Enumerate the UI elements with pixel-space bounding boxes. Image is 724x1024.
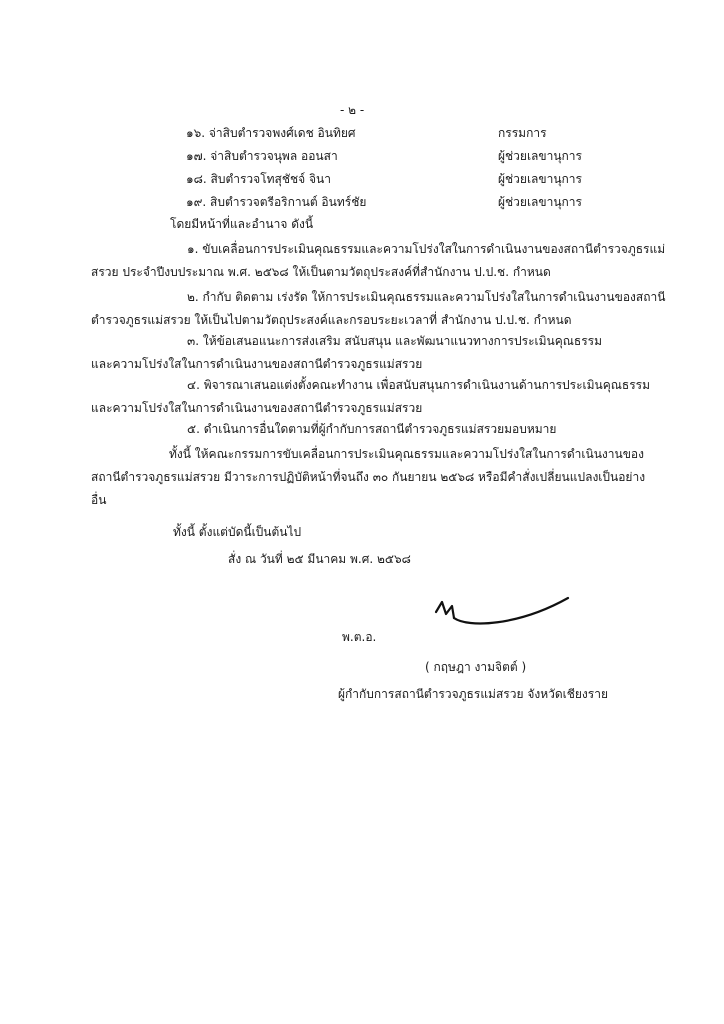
member-role: ผู้ช่วยเลขานุการ: [498, 172, 582, 186]
duty-paragraph: [91, 330, 669, 376]
mandate-paragraph: [91, 443, 669, 512]
duties-heading: โดยมีหน้าที่และอำนาจ ดังนี้: [170, 217, 314, 231]
signer-title: ผู้กำกับการสถานีตำรวจภูธรแม่สรวย จังหวัดเชียงราย: [338, 687, 609, 701]
member-name: ๑๙. สิบตำรวจตรีอริกานต์ อินทร์ชัย: [186, 195, 367, 209]
duty-paragraph: [91, 374, 669, 420]
duty-paragraph: [91, 238, 669, 284]
duty-continuation: ตำรวจภูธรแม่สรวย ให้เป็นไปตามวัตถุประสงค์และกรอบระยะเวลาที่ สำนักงาน ป.ป.ช. กำหนด: [91, 313, 572, 327]
duty-first-line: ๕. ดำเนินการอื่นใดตามที่ผู้กำกับการสถานีตำรวจภูธรแม่สรวยมอบหมาย: [187, 422, 557, 436]
signer-name: ( กฤษฎา งามจิตต์ ): [425, 660, 527, 674]
mandate-line: สถานีตำรวจภูธรแม่สรวย มีวาระการปฏิบัติหน้าที่จนถึง ๓๐ กันยายน ๒๕๖๘ หรือมีคำสั่งเปลี่ยนแปลงเป็นอย่าง: [91, 470, 646, 484]
duty-first-line: ๒. กำกับ ติดตาม เร่งรัด ให้การประเมินคุณธรรมและความโปร่งใสในการดำเนินงานของสถานี: [187, 290, 666, 304]
member-role: ผู้ช่วยเลขานุการ: [498, 149, 582, 163]
member-role: ผู้ช่วยเลขานุการ: [498, 195, 582, 209]
duty-continuation: และความโปร่งใสในการดำเนินงานของสถานีตำรวจภูธรแม่สรวย: [91, 357, 423, 371]
member-name: ๑๖. จ่าสิบตำรวจพงศ์เดช อินทิยศ: [186, 126, 356, 140]
page-number: - ๒ -: [340, 103, 365, 117]
duty-first-line: ๑. ขับเคลื่อนการประเมินคุณธรรมและความโปร่งใสในการดำเนินงานของสถานีตำรวจภูธรแม่: [187, 242, 666, 256]
duty-paragraph: [91, 418, 669, 441]
duty-first-line: ๓. ให้ข้อเสนอแนะการส่งเสริม สนับสนุน และพัฒนาแนวทางการประเมินคุณธรรม: [187, 334, 603, 348]
member-name: ๑๗. จ่าสิบตำรวจนุพล ออนสา: [186, 149, 338, 163]
member-role: กรรมการ: [498, 126, 547, 140]
duty-continuation: และความโปร่งใสในการดำเนินงานของสถานีตำรวจภูธรแม่สรวย: [91, 401, 423, 415]
mandate-lead: ทั้งนี้ ให้คณะกรรมการขับเคลื่อนการประเมินคุณธรรมและความโปร่งใสในการดำเนินงานของ: [169, 447, 644, 461]
order-date: สั่ง ณ วันที่ ๒๕ มีนาคม พ.ศ. ๒๕๖๘: [228, 552, 411, 566]
duty-continuation: สรวย ประจำปีงบประมาณ พ.ศ. ๒๕๖๘ ให้เป็นตามวัตถุประสงค์ที่สำนักงาน ป.ป.ช. กำหนด: [91, 265, 551, 279]
signature-image: [428, 588, 578, 638]
duty-paragraph: [91, 286, 669, 332]
signer-rank: พ.ต.อ.: [342, 630, 377, 644]
effective-statement: ทั้งนี้ ตั้งแต่บัดนี้เป็นต้นไป: [173, 525, 302, 539]
duty-first-line: ๔. พิจารณาเสนอแต่งตั้งคณะทำงาน เพื่อสนับสนุนการดำเนินงานด้านการประเมินคุณธรรม: [187, 378, 651, 392]
member-name: ๑๘. สิบตำรวจโทสุชัชจ์ จินา: [186, 172, 331, 186]
mandate-line: อื่น: [91, 493, 107, 507]
